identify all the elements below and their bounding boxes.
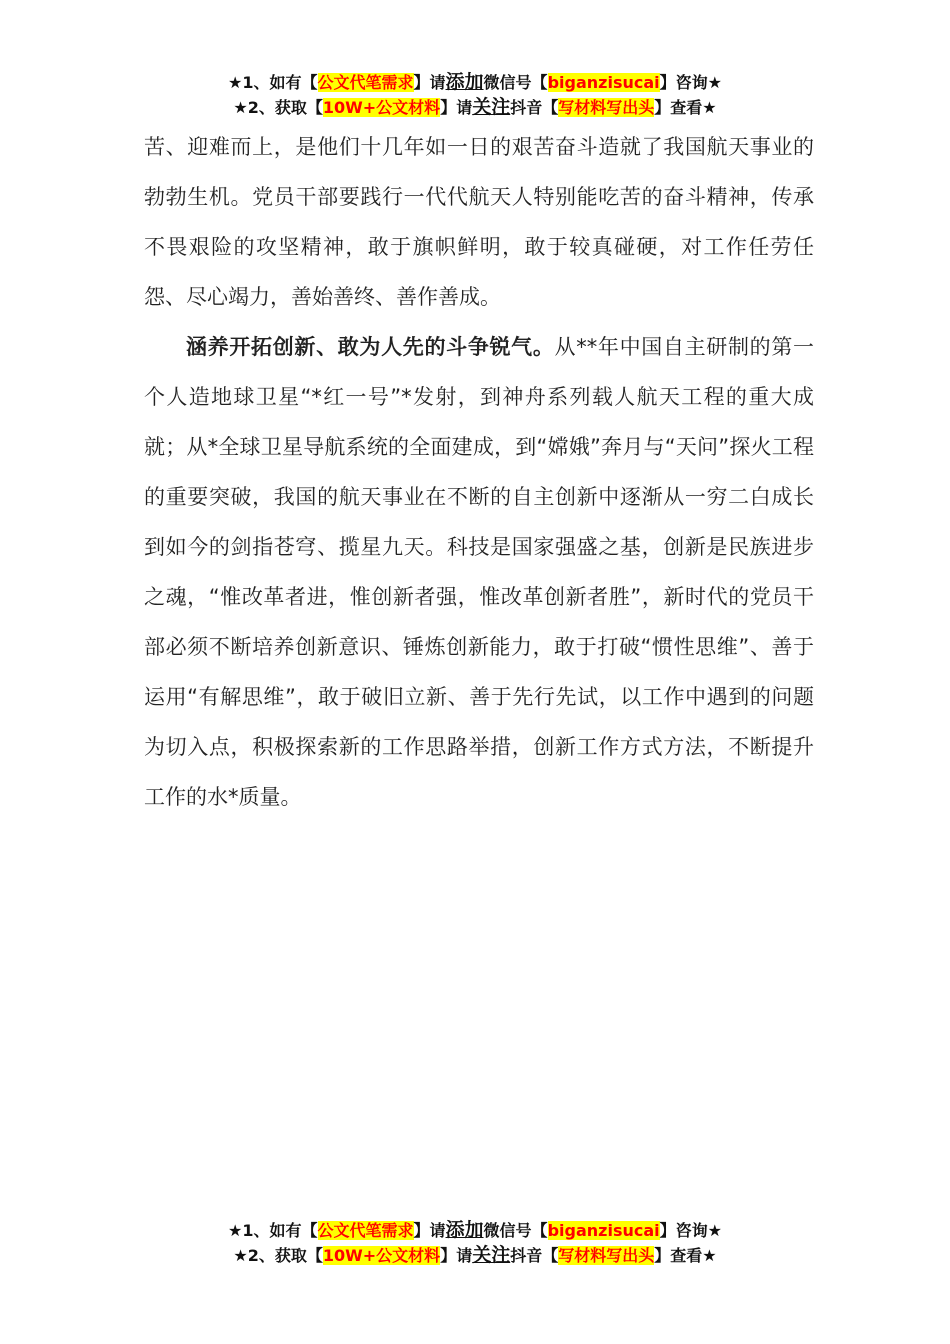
banner-text: 】请 (440, 1246, 473, 1265)
banner-line-2 (0, 95, 950, 120)
highlight-materials: 10W+公文材料 (322, 1246, 441, 1265)
banner-text: 】咨询★ (659, 73, 722, 92)
highlight-service: 公文代笔需求 (317, 73, 414, 92)
banner-text: 】请 (440, 98, 473, 117)
banner-line-1 (0, 1218, 950, 1243)
highlight-service: 公文代笔需求 (317, 1221, 414, 1240)
banner-text: ★1、如有【 (228, 1221, 318, 1240)
highlight-materials: 10W+公文材料 (322, 98, 441, 117)
banner-text: 微信号【 (483, 1221, 548, 1240)
banner-text: 】查看★ (654, 1246, 717, 1265)
highlight-wechat-id: biganzisucai (547, 1221, 660, 1240)
highlight-douyin-id: 写材料写出头 (558, 98, 655, 117)
article-body (144, 122, 814, 822)
highlight-wechat-id: biganzisucai (547, 73, 660, 92)
banner-text: 】咨询★ (659, 1221, 722, 1240)
banner-text: ★2、获取【 (233, 98, 323, 117)
paragraph-1: 苦、迎难而上，是他们十几年如一日的艰苦奋斗造就了我国航天事业的勃勃生机。党员干部要践行一代代航天人特别能吃苦的奋斗精神，传承不畏艰险的攻坚精神，敢于旗帜鲜明，敢于较真碰硬，对工作任劳任怨、尽心竭力，善始善终、善作善成。 (144, 135, 814, 309)
emphasis-add: 添加 (445, 1219, 484, 1241)
banner-text: 抖音【 (510, 98, 559, 117)
banner-text: ★2、获取【 (233, 1246, 323, 1265)
paragraph-2 (144, 322, 814, 822)
banner-line-1 (0, 70, 950, 95)
banner-text: 】请 (413, 73, 446, 92)
emphasis-follow: 关注 (472, 1244, 511, 1266)
banner-text: 微信号【 (483, 73, 548, 92)
banner-text: 】查看★ (654, 98, 717, 117)
emphasis-add: 添加 (445, 71, 484, 93)
header-banner (0, 70, 950, 120)
banner-text: ★1、如有【 (228, 73, 318, 92)
emphasis-follow: 关注 (472, 96, 511, 118)
paragraph-lead: 涵养开拓创新、敢为人先的斗争锐气。 (186, 335, 555, 359)
paragraph-body: 从**年中国自主研制的第一个人造地球卫星“*红一号”*发射，到神舟系列载人航天工程的重大成就；从*全球卫星导航系统的全面建成，到“嫦娥”奔月与“天问”探火工程的重要突破，我国的航天事业在不断的自主创新中逐渐从一穷二白成长到如今的剑指苍穹、揽星九天。科技是国家强盛之基，创新是民族进步之魂，“惟改革者进，惟创新者强，惟改革创新者胜”，新时代的党员干部必须不断培养创新意识、锤炼创新能力，敢于打破“惯性思维”、善于运用“有解思维”，敢于破旧立新、善于先行先试，以工作中遇到的问题为切入点，积极探索新的工作思路举措，创新工作方式方法，不断提升工作的水*质量。 (144, 335, 815, 809)
banner-text: 抖音【 (510, 1246, 559, 1265)
banner-line-2 (0, 1243, 950, 1268)
footer-banner (0, 1218, 950, 1268)
banner-text: 】请 (413, 1221, 446, 1240)
highlight-douyin-id: 写材料写出头 (558, 1246, 655, 1265)
